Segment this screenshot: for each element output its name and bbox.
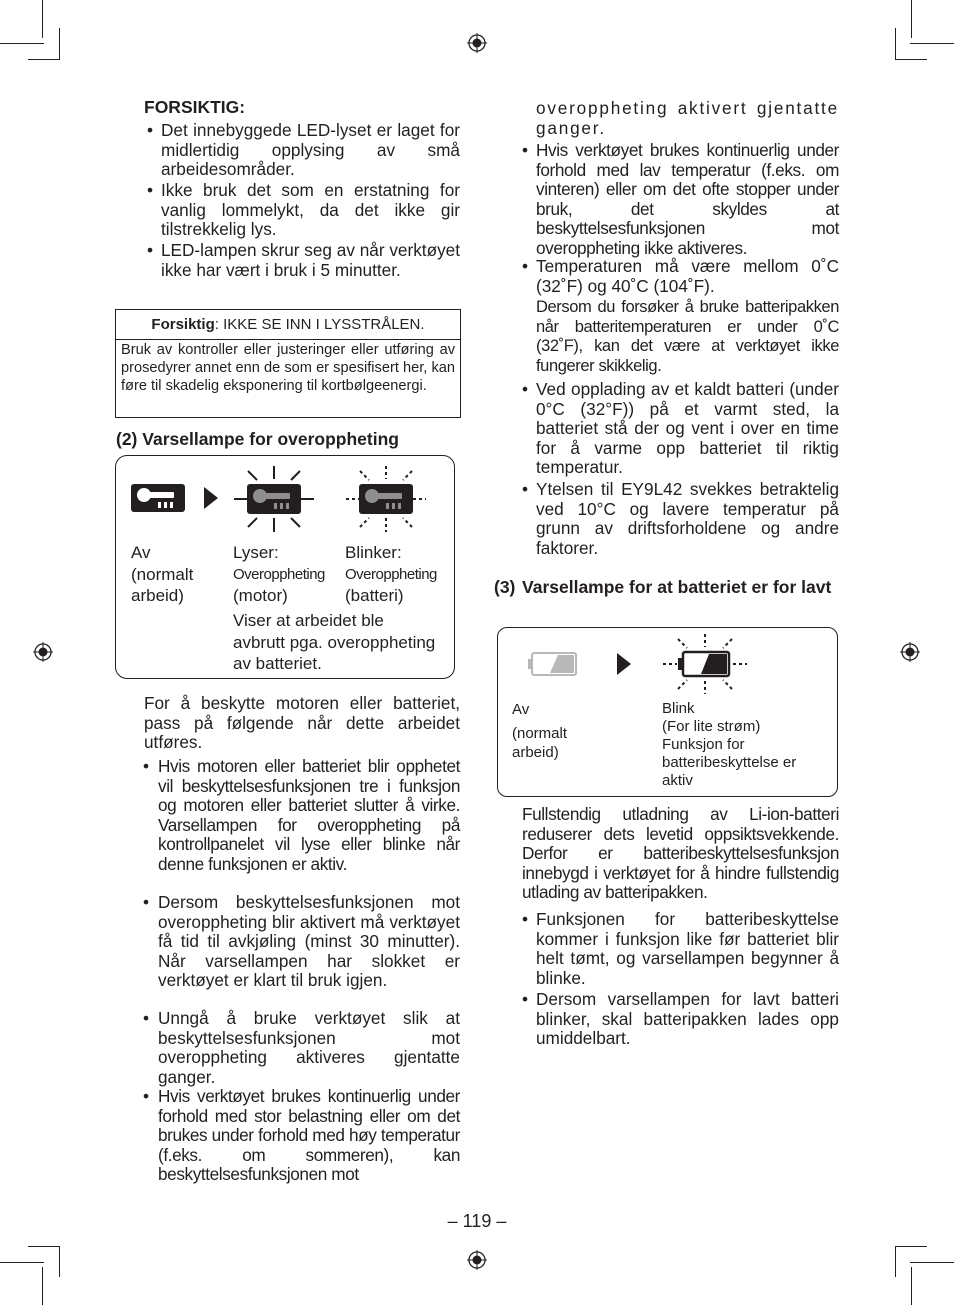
registration-mark-icon bbox=[900, 642, 920, 662]
battery-col-blink bbox=[662, 700, 796, 790]
protection-item: Hvis motoren eller batteriet blir opphetet vil beskyttelsesfunksjonen tre i funksjon og motoren eller batteriet slutter å virke. Varsellampen for overoppheting på kontrollpanelet vil lyse eller blinke når denne funksjonen er aktiv. bbox=[158, 756, 460, 874]
caption-line: batteribeskyttelse er bbox=[662, 754, 797, 771]
caption-line: (normalt bbox=[512, 725, 568, 742]
caution-item: LED-lampen skrur seg av når verktøyet ikke har vært i bruk i 5 minutter. bbox=[161, 240, 460, 280]
bullet: • bbox=[143, 1086, 150, 1106]
section-2-heading: (2) Varsellampe for overoppheting bbox=[116, 429, 399, 449]
note-line: Viser at arbeidet ble bbox=[233, 611, 384, 630]
bullet: • bbox=[143, 756, 150, 776]
bullet: • bbox=[147, 240, 154, 260]
caption-line: (batteri) bbox=[345, 586, 404, 605]
bullet: • bbox=[143, 1008, 150, 1028]
bullet: • bbox=[522, 140, 529, 160]
bullet: • bbox=[143, 892, 150, 912]
caption-line: Overoppheting bbox=[233, 565, 325, 583]
bullet: • bbox=[522, 256, 529, 276]
warning-body: Bruk av kontroller eller justeringer eller utføring av prosedyrer annet enn de som er spesifisert her, kan føre til skadelig eksponering til kortbølgeenergi. bbox=[121, 342, 455, 394]
battery-item: Funksjonen for batteribeskyttelse kommer i funksjon like før batteriet blir helt tømt, og varsellampen begynner å blinke. bbox=[536, 909, 839, 988]
caution-heading: FORSIKTIG: bbox=[144, 97, 246, 117]
laser-warning-box bbox=[115, 309, 461, 418]
protection-item: Hvis verktøyet brukes kontinuerlig under forhold med stor belastning eller om det brukes under forhold med høy temperatur (f.eks. om sommeren), kan beskyttelsesfunksjonen mot bbox=[158, 1086, 460, 1185]
arrow-right-icon bbox=[617, 653, 631, 675]
section-3-heading: Varsellampe for at batteriet er for lavt bbox=[522, 577, 832, 597]
bullet: • bbox=[522, 909, 529, 929]
overheat-col-blink bbox=[345, 542, 437, 607]
caption-line: Blinker: bbox=[345, 543, 402, 562]
battery-paragraph: Fullstendig utladning av Li-ion-batteri reduserer dets levetid oppsiktsvekkende. Derfor er batteribeskyttelsesfunksjon innebygd i verktøyet for å hindre fullstendig utlading av batteripakken. bbox=[522, 804, 839, 903]
overheat-note bbox=[233, 610, 435, 675]
caption-line: Funksjon for bbox=[662, 736, 745, 753]
registration-mark-icon bbox=[33, 642, 53, 662]
caption-line: Av bbox=[131, 543, 151, 562]
caution-item: Ikke bruk det som en erstatning for vanlig lommelykt, da det ikke gir tilstrekkelig lys. bbox=[161, 180, 460, 240]
caption-line: Av bbox=[512, 701, 530, 718]
caption-line: (normalt bbox=[131, 564, 194, 584]
caption-line: arbeid) bbox=[512, 744, 559, 761]
battery-indicator-panel bbox=[497, 627, 838, 797]
page-number: – 119 – bbox=[447, 1211, 507, 1231]
overheat-indicator-panel bbox=[115, 455, 455, 679]
bullet: • bbox=[522, 379, 529, 399]
temperature-note: Dersom du forsøker å bruke batteripakken når batteritemperaturen er under 0˚C (32˚F), kan det være at verktøyet ikke fungerer skikkelig. bbox=[536, 298, 839, 375]
overheat-col-lit bbox=[233, 542, 325, 607]
bullet: • bbox=[147, 180, 154, 200]
continuation-text: overoppheting aktivert gjentatte ganger. bbox=[536, 98, 839, 138]
protection-item: Unngå å bruke verktøyet slik at beskyttelsesfunksjonen mot overoppheting aktiveres gjentatte ganger. bbox=[158, 1008, 460, 1087]
note-line: av batteriet. bbox=[233, 654, 322, 673]
arrow-right-icon bbox=[204, 487, 218, 509]
battery-col-off bbox=[512, 700, 567, 762]
overheat-lamp-lit-icon bbox=[234, 466, 314, 532]
overheat-lamp-blink-icon bbox=[346, 466, 426, 532]
protection-intro: For å beskytte motoren eller batteriet, pass på følgende når dette arbeidet utføres. bbox=[144, 693, 460, 753]
battery-lamp-off-icon bbox=[528, 652, 578, 676]
section-3-number: (3) bbox=[494, 577, 516, 597]
caution-item: Det innebyggede LED-lyset er laget for midlertidig opplysing av små arbeidesområder. bbox=[161, 120, 460, 180]
bullet: • bbox=[147, 120, 154, 140]
overheat-col-off bbox=[131, 542, 193, 607]
caption-line: aktiv bbox=[662, 772, 693, 789]
protection-item: Ved opplading av et kaldt batteri (under 0°C (32°F)) på et varmt sted, la batteriet stå der og vent i over en time for å varme opp batteriet til riktig temperatur. bbox=[536, 379, 839, 478]
warning-title-text: : IKKE SE INN I LYSSTRÅLEN. bbox=[214, 316, 425, 333]
registration-mark-icon bbox=[467, 1250, 487, 1270]
protection-item: Temperaturen må være mellom 0˚C (32˚F) og 40˚C (104˚F). bbox=[536, 256, 839, 296]
caption-line: (For lite strøm) bbox=[662, 718, 761, 735]
caption-line: Blink bbox=[662, 700, 695, 717]
caption-line: Lyser: bbox=[233, 543, 279, 562]
warning-title-bold: Forsiktig bbox=[151, 316, 215, 333]
overheat-lamp-off-icon bbox=[130, 483, 186, 513]
battery-lamp-blink-icon bbox=[663, 634, 747, 694]
note-line: avbrutt pga. overoppheting bbox=[233, 632, 436, 652]
protection-item: Dersom beskyttelsesfunksjonen mot overoppheting blir aktivert må verktøyet få tid til avkjøling (minst 30 minutter). Når varsellampen har slokket er verktøyet er klart til bruk igjen. bbox=[158, 892, 460, 991]
protection-item: Ytelsen til EY9L42 svekkes betraktelig ved 10°C og lavere temperatur på grunn av driftsforholdene og andre faktorer. bbox=[536, 479, 839, 558]
protection-item: Hvis verktøyet brukes kontinuerlig under forhold med lav temperatur (f.eks. om vinteren) eller om det ofte stopper under bruk, det skyldes at beskyttelsesfunksjonen mot overoppheting ikke aktiveres. bbox=[536, 140, 839, 258]
warning-title bbox=[116, 316, 460, 334]
battery-item: Dersom varsellampen for lavt batteri blinker, skal batteripakken lades opp umiddelbart. bbox=[536, 989, 839, 1049]
caption-line: Overoppheting bbox=[345, 565, 437, 583]
bullet: • bbox=[522, 989, 529, 1009]
bullet: • bbox=[522, 479, 529, 499]
caption-line: arbeid) bbox=[131, 586, 184, 605]
caption-line: (motor) bbox=[233, 586, 288, 605]
registration-mark-icon bbox=[467, 33, 487, 53]
